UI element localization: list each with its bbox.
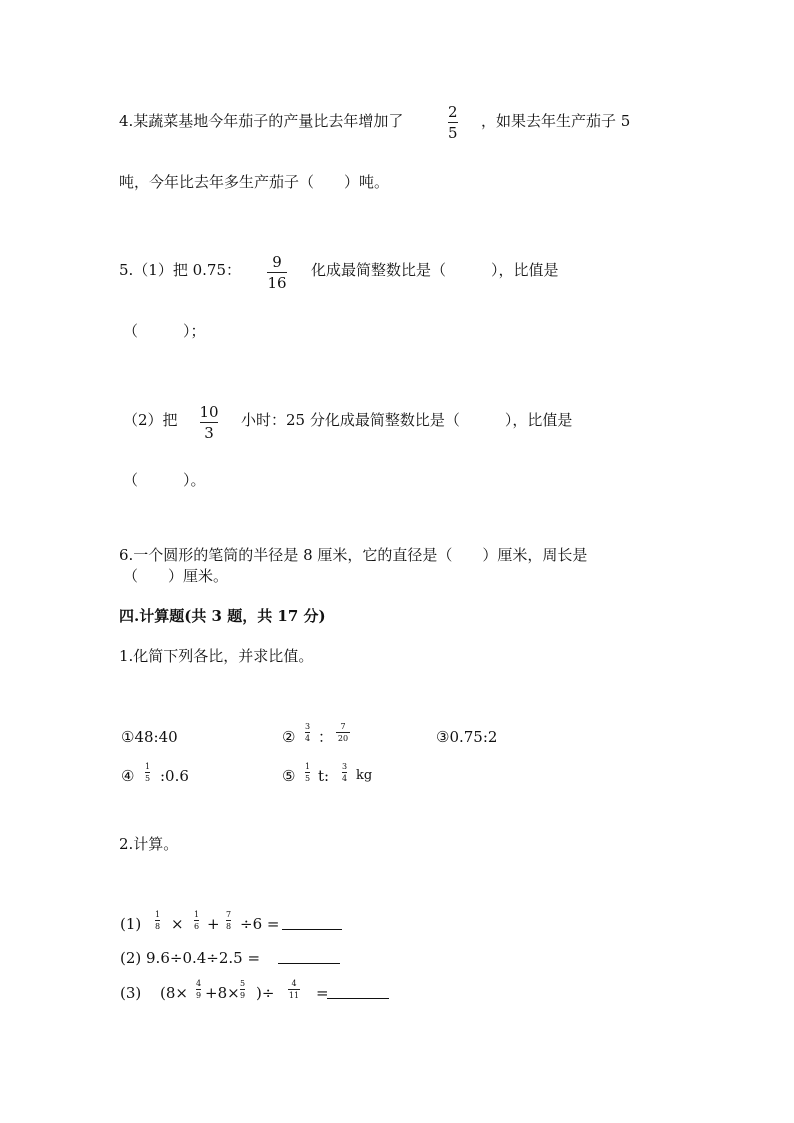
fraction-numerator: 7	[226, 910, 232, 919]
calc1-item2-separator: ：	[318, 728, 334, 746]
q4-line2: 吨，今年比去年多生产茄子（ ）吨。	[119, 173, 390, 191]
fraction-bar	[240, 989, 245, 990]
calc2-expr3-answer-blank[interactable]	[327, 984, 389, 999]
calc2-expr1-fraction1	[155, 910, 160, 931]
calc1-item5-fraction1	[305, 762, 310, 783]
q5-part1-line2: （ ）；	[123, 322, 206, 340]
fraction-denominator: 11	[288, 991, 300, 1000]
fraction-denominator: 9	[196, 991, 202, 1000]
fraction-bar	[288, 989, 300, 990]
calc2-expr2-answer-blank[interactable]	[278, 949, 340, 964]
fraction-numerator: 3	[305, 722, 311, 731]
fraction-denominator: 9	[240, 991, 246, 1000]
fraction-denominator: 5	[305, 774, 311, 783]
calc2-expr3-open: (8×	[160, 984, 188, 1002]
fraction-denominator: 20	[337, 734, 349, 743]
calc1-title: 1.化简下列各比，并求比值。	[119, 647, 314, 665]
fraction-bar	[196, 989, 201, 990]
fraction-numerator: 7	[340, 722, 346, 731]
calc1-item2-fraction2	[336, 722, 350, 743]
calc2-expr1-plus: +	[207, 915, 220, 933]
q4-fraction	[448, 104, 458, 141]
calc2-expr3-label: (3)	[120, 984, 142, 1002]
calc1-item5-fraction2	[342, 762, 347, 783]
q5-part2-fraction-denominator: 3	[204, 424, 214, 442]
calc2-expr3-fraction1	[196, 979, 201, 1000]
calc2-expr3-equals: =	[316, 984, 329, 1002]
fraction-numerator: 1	[155, 910, 161, 919]
calc2-expr3-mid: +8×	[205, 984, 240, 1002]
calc1-item5-mid: t:	[318, 767, 330, 785]
fraction-bar	[145, 772, 150, 773]
q5-part1-fraction-denominator: 16	[267, 274, 287, 292]
fraction-bar	[336, 732, 350, 733]
fraction-bar	[194, 920, 199, 921]
fraction-bar	[448, 122, 458, 123]
q4-line1-tail: ，如果去年生产茄子 5	[481, 112, 631, 130]
fraction-bar	[305, 772, 310, 773]
fraction-denominator: 5	[145, 774, 151, 783]
q5-part2-fraction-numerator: 10	[199, 403, 219, 421]
calc2-expr3-fraction3	[288, 979, 300, 1000]
calc1-item2-label: ②	[282, 728, 296, 746]
calc1-item4-label: ④	[121, 767, 135, 785]
calc1-item3: ③0.75:2	[436, 728, 498, 746]
calc1-item5-unit: kg	[356, 768, 373, 783]
q5-part2-tail: 小时：25 分化成最简整数比是（ ），比值是	[241, 411, 573, 429]
calc2-expr1-label: (1)	[120, 915, 142, 933]
calc2-expr1-rest: ÷6 =	[240, 915, 280, 933]
fraction-numerator: 1	[194, 910, 200, 919]
fraction-denominator: 6	[194, 922, 200, 931]
section-heading: 四.计算题(共 3 题，共 17 分)	[119, 607, 326, 625]
q5-part1-fraction	[267, 254, 287, 291]
fraction-numerator: 4	[291, 979, 297, 988]
q5-part2-fraction	[200, 404, 218, 441]
q5-part1-text: 5.（1）把 0.75：	[119, 261, 242, 279]
q4-fraction-numerator: 2	[448, 103, 458, 121]
calc2-expr2: (2) 9.6÷0.4÷2.5 =	[120, 949, 261, 967]
fraction-numerator: 1	[145, 762, 151, 771]
calc1-item5-label: ⑤	[282, 767, 296, 785]
fraction-denominator: 4	[305, 734, 311, 743]
calc2-expr1-fraction3	[226, 910, 231, 931]
fraction-bar	[200, 422, 218, 423]
fraction-numerator: 3	[342, 762, 348, 771]
q6-line2: （ ）厘米。	[123, 567, 229, 585]
fraction-denominator: 8	[226, 922, 232, 931]
fraction-denominator: 4	[342, 774, 348, 783]
calc2-expr1-times: ×	[171, 915, 184, 933]
q5-part1-tail: 化成最简整数比是（ ），比值是	[311, 261, 559, 279]
fraction-numerator: 4	[196, 979, 202, 988]
fraction-denominator: 8	[155, 922, 161, 931]
calc1-item4-rest: :0.6	[160, 767, 189, 785]
q5-part1-fraction-numerator: 9	[272, 253, 282, 271]
calc2-expr1-answer-blank[interactable]	[282, 915, 342, 930]
fraction-numerator: 5	[240, 979, 246, 988]
calc2-expr1-fraction2	[194, 910, 199, 931]
q6-line1: 6.一个圆形的笔筒的半径是 8 厘米，它的直径是（ ）厘米，周长是	[119, 546, 588, 564]
calc2-expr3-close: )÷	[256, 984, 275, 1002]
fraction-bar	[305, 732, 310, 733]
fraction-bar	[226, 920, 231, 921]
fraction-numerator: 1	[305, 762, 311, 771]
q5-part2-text: （2）把	[123, 411, 178, 429]
fraction-bar	[155, 920, 160, 921]
calc1-item2-fraction1	[305, 722, 310, 743]
q4-line1-text: 4.某蔬菜基地今年茄子的产量比去年增加了	[119, 112, 404, 130]
calc1-item1: ①48:40	[121, 728, 178, 746]
q5-part2-line2: （ ）。	[123, 471, 206, 489]
calc2-title: 2.计算。	[119, 835, 179, 853]
fraction-bar	[342, 772, 347, 773]
calc2-expr3-fraction2	[240, 979, 245, 1000]
fraction-bar	[267, 272, 287, 273]
q4-fraction-denominator: 5	[448, 124, 458, 142]
calc1-item4-fraction	[145, 762, 150, 783]
